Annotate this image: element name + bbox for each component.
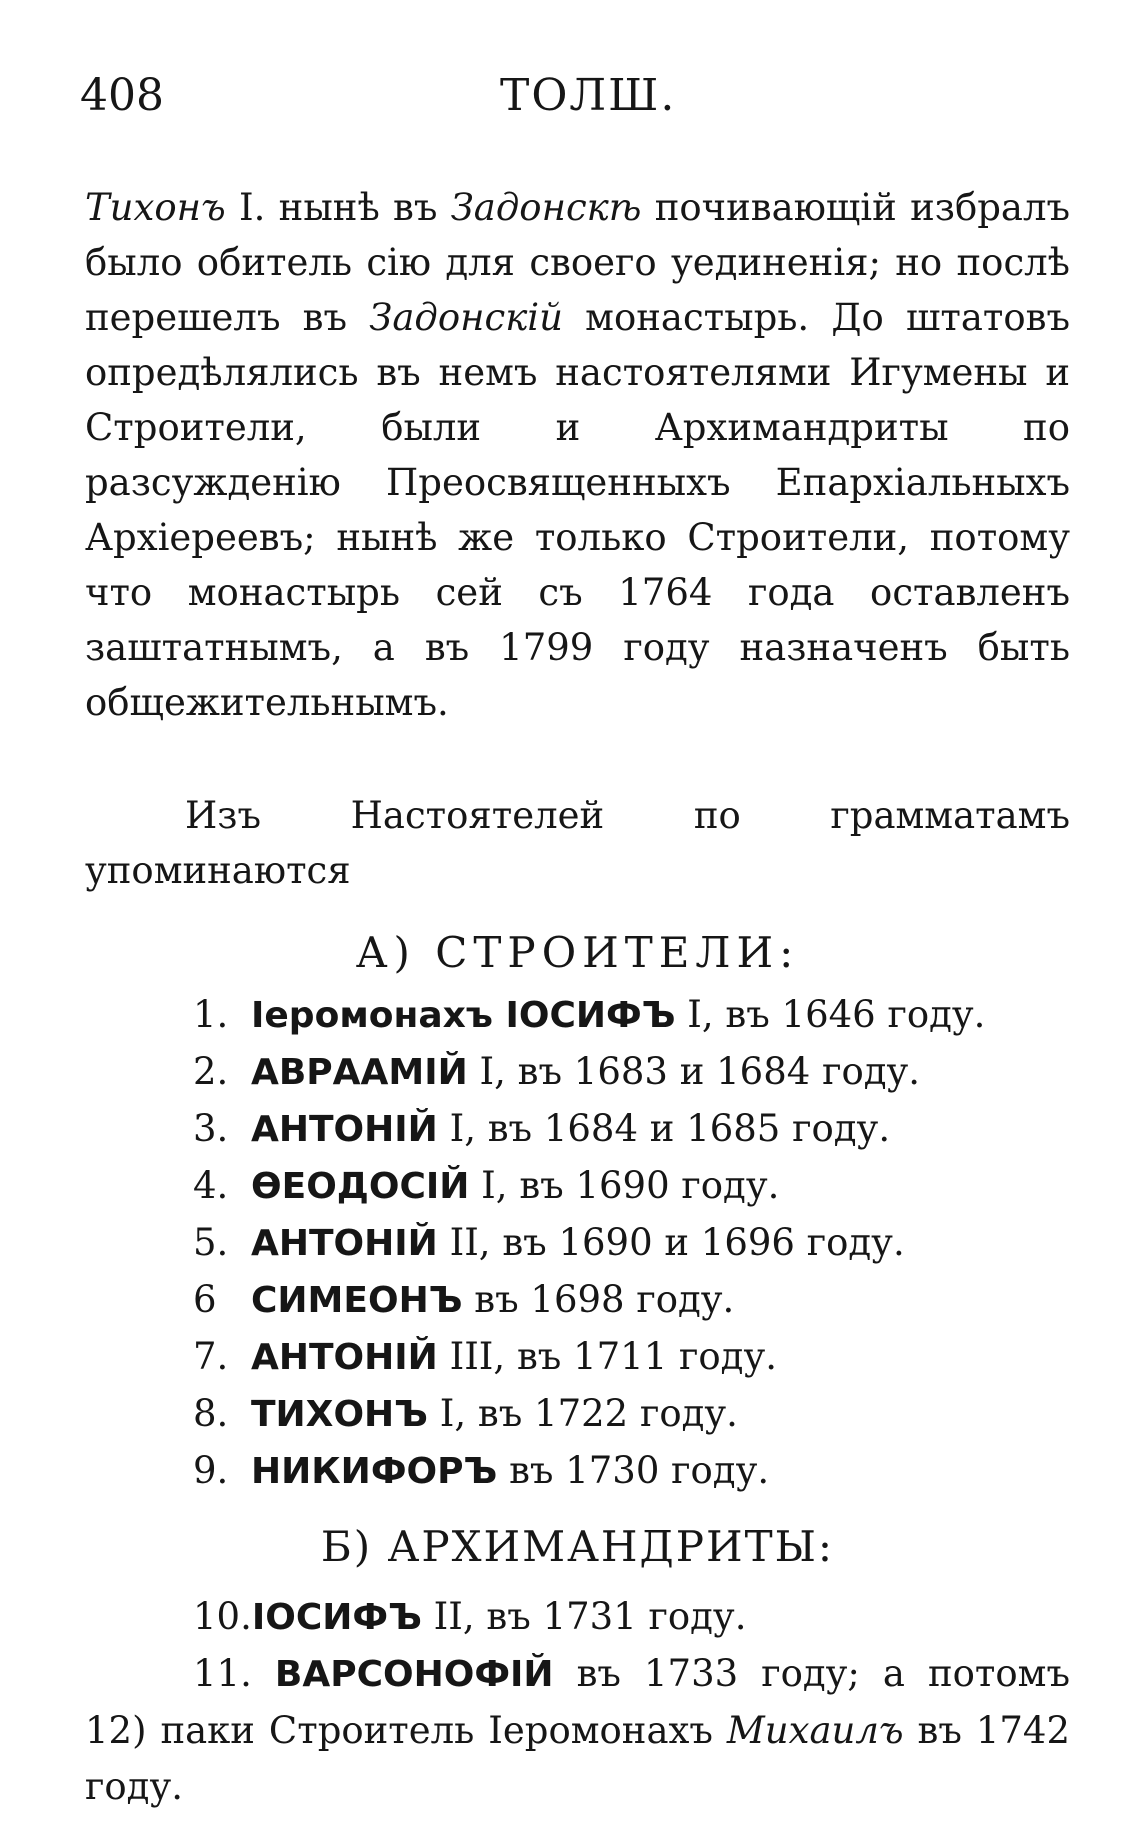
name-mikhail: Михаилъ	[726, 1709, 904, 1752]
item-name: АНТОНІЙ	[251, 1109, 438, 1150]
paragraph-text-1: I. нынѣ въ	[225, 186, 451, 229]
item-text: въ 1698 году.	[462, 1278, 735, 1321]
item-number: 5.	[193, 1221, 229, 1264]
item-number: 1.	[193, 993, 229, 1036]
section-heading-a: А) СТРОИТЕЛИ:	[355, 928, 800, 977]
section-heading-b: Б) АРХИМАНДРИТЫ:	[320, 1522, 835, 1571]
list-item	[85, 1044, 1070, 1101]
item-number: 4.	[193, 1164, 229, 1207]
item-name: ІОСИФЪ	[251, 1597, 422, 1638]
item-number: 8.	[193, 1392, 229, 1435]
place-zadonsk: Задонскѣ	[450, 186, 642, 229]
page-body	[85, 180, 1070, 1815]
list-item	[85, 1215, 1070, 1272]
item-number: 2.	[193, 1050, 229, 1093]
list-item	[85, 1386, 1070, 1443]
archimandrites-list	[85, 1589, 1070, 1646]
item-text: II, въ 1731 году.	[421, 1595, 747, 1638]
builders-list	[85, 987, 1070, 1500]
item-number: 3.	[193, 1107, 229, 1150]
paragraph-text-3: монастырь. До штатовъ опредѣлялись въ немъ настоятелями Игумены и Строители, были и Архимандриты по разсужденію Преосвященныхъ Епархіальныхъ Архіереевъ; нынѣ же только Строители, потому что монастырь сей съ 1764 года оставленъ заштатнымъ, а въ 1799 году назначенъ быть общежительнымъ.	[85, 296, 1070, 724]
paragraph-intro: Изъ Настоятелей по грамматамъ упоминаются	[85, 794, 1070, 892]
item-text: въ 1730 году.	[497, 1449, 770, 1492]
item-name: СИМЕОНЪ	[251, 1280, 463, 1321]
item-text: I, въ 1684 и 1685 году.	[437, 1107, 891, 1150]
list-item	[85, 1443, 1070, 1500]
paragraph-final	[85, 1646, 1070, 1815]
item-name: НИКИФОРЪ	[251, 1451, 498, 1492]
page-number: 408	[80, 70, 164, 121]
item-number: 10.	[193, 1595, 252, 1638]
final-text-1: въ 1733 году; а потомъ 12) паки Строитель Іеромонахъ	[85, 1652, 1070, 1752]
item-number: 9.	[193, 1449, 229, 1492]
item-number: 6	[193, 1278, 217, 1321]
item-text: II, въ 1690 и 1696 году.	[437, 1221, 905, 1264]
list-item	[85, 987, 1070, 1044]
item-name: АВРААМІЙ	[251, 1052, 468, 1093]
paragraph-history	[85, 180, 1070, 730]
item-number-11: 11.	[193, 1652, 252, 1695]
item-text: I, въ 1683 и 1684 году.	[467, 1050, 921, 1093]
paragraph-text-2: почивающій избралъ было обитель сію для своего уединенія; но послѣ перешелъ въ	[85, 186, 1071, 339]
item-name: Іеромонахъ ІОСИФЪ	[251, 995, 676, 1036]
item-name: АНТОНІЙ	[251, 1223, 438, 1264]
item-text: I, въ 1646 году.	[675, 993, 986, 1036]
running-title: ТОЛШ.	[500, 70, 677, 121]
final-text-2: въ 1742 году.	[85, 1709, 1070, 1808]
list-item	[85, 1272, 1070, 1329]
item-name-11: ВАРСОНОФІЙ	[274, 1654, 554, 1695]
item-name: ѲЕОДОСІЙ	[251, 1166, 470, 1207]
list-item	[85, 1329, 1070, 1386]
item-number: 7.	[193, 1335, 229, 1378]
list-item	[85, 1101, 1070, 1158]
item-text: I, въ 1722 году.	[428, 1392, 738, 1435]
item-text: I, въ 1690 году.	[469, 1164, 780, 1207]
place-zadonsky: Задонскій	[369, 296, 563, 339]
page-header	[0, 70, 1140, 140]
item-name: ТИХОНЪ	[251, 1394, 428, 1435]
item-name: АНТОНІЙ	[251, 1337, 438, 1378]
name-tikhon: Тихонъ	[85, 186, 226, 229]
item-text: III, въ 1711 году.	[437, 1335, 777, 1378]
list-item	[85, 1158, 1070, 1215]
list-item	[85, 1589, 1070, 1646]
